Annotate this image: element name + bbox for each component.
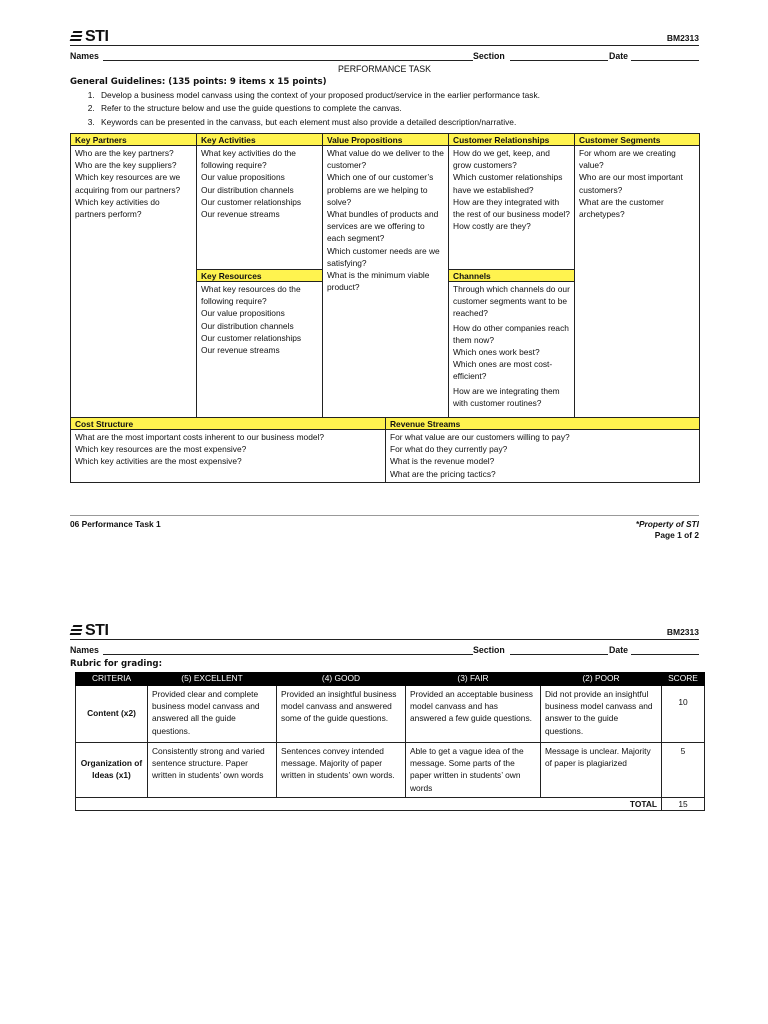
guide-question: Our value propositions	[201, 172, 285, 183]
value-propositions-heading: Value Propositions	[323, 134, 448, 146]
guide-question: Which key activities do partners perform?	[75, 196, 160, 219]
guide-question: How do other companies reach them now?	[453, 322, 569, 345]
guide-question: Our customer relationships	[201, 196, 302, 207]
guide-question: How are we integrating them with customer routines?	[453, 385, 560, 408]
good-cell: Sentences convey intended message. Majority of paper written in students’ own words.	[277, 743, 406, 798]
page-2	[70, 622, 699, 811]
names-row	[70, 642, 699, 656]
rubric-row	[76, 686, 705, 743]
channels-heading: Channels	[449, 270, 574, 282]
column-header-criteria: CRITERIA	[76, 673, 148, 686]
guide-question: Which key resources are we acquiring from our partners?	[75, 172, 181, 195]
date-label: Date	[609, 51, 629, 61]
names-row	[70, 48, 699, 62]
guideline-item: 3. Keywords can be presented in the canvass, but each element must also provide a detailed description/narrative.	[97, 117, 699, 130]
customer-relationships-cell	[449, 133, 575, 269]
section-label: Section	[473, 645, 505, 655]
guide-question: For whom are we creating value?	[579, 147, 676, 171]
rubric-row	[76, 743, 705, 798]
good-cell: Provided an insightful business model canvass and answered some of the guide questions.	[277, 686, 406, 743]
names-field[interactable]	[103, 654, 473, 655]
guide-question: Which ones work best?	[453, 346, 540, 357]
key-partners-heading: Key Partners	[71, 134, 196, 146]
sti-logo-icon	[70, 30, 84, 44]
rubric-header-row	[76, 673, 705, 686]
guide-question: Our revenue streams	[201, 208, 280, 219]
guide-question: What are the customer archetypes?	[579, 196, 664, 219]
guide-question: How costly are they?	[453, 221, 531, 232]
guide-question: Our distribution channels	[201, 320, 294, 331]
guide-question: Our customer relationships	[201, 332, 302, 343]
document-code: BM2313	[666, 627, 699, 637]
guide-question: Our value propositions	[201, 308, 285, 319]
customer-segments-heading: Customer Segments	[575, 134, 699, 146]
document-title: PERFORMANCE TASK	[337, 64, 432, 74]
page-header	[70, 622, 699, 640]
guide-question: For what value are our customers willing to pay?	[390, 431, 570, 442]
key-resources-cell	[197, 269, 323, 417]
section-label: Section	[473, 51, 505, 61]
guide-question: Which key activities are the most expensive?	[75, 456, 242, 467]
column-header-poor: (2) POOR	[541, 673, 662, 686]
page-1	[70, 28, 699, 545]
guide-question: What is the revenue model?	[390, 456, 495, 467]
score-cell: 10	[662, 686, 705, 743]
rubric-total-row	[76, 797, 705, 810]
footer-task-name: 06 Performance Task 1	[70, 518, 161, 529]
guidelines-title: General Guidelines: (135 points: 9 items x 15 points)	[70, 77, 327, 87]
score-cell: 5	[662, 743, 705, 798]
names-field[interactable]	[103, 60, 473, 61]
guide-question: Which customer relationships have we established?	[453, 172, 563, 195]
revenue-streams-heading: Revenue Streams	[386, 418, 699, 430]
total-label: TOTAL	[76, 797, 662, 810]
page-header	[70, 28, 699, 46]
column-header-fair: (3) FAIR	[406, 673, 541, 686]
date-field[interactable]	[631, 60, 699, 61]
column-header-good: (4) GOOD	[277, 673, 406, 686]
names-label: Names	[70, 51, 99, 61]
page-footer	[70, 515, 699, 545]
sti-logo: STI	[70, 28, 108, 46]
guide-question: Who are our most important customers?	[579, 172, 683, 195]
date-field[interactable]	[631, 654, 699, 655]
value-propositions-cell	[323, 133, 449, 417]
criteria-cell: Organization of Ideas (x1)	[76, 743, 148, 798]
cost-structure-cell	[71, 417, 386, 482]
section-field[interactable]	[510, 60, 608, 61]
total-value: 15	[662, 797, 705, 810]
cost-structure-heading: Cost Structure	[71, 418, 385, 430]
guide-question: What is the minimum viable product?	[327, 269, 430, 293]
key-resources-heading: Key Resources	[197, 270, 322, 282]
excellent-cell: Provided clear and complete business model canvass and answered all the guide questions.	[148, 686, 277, 743]
guide-question: Which customer needs are we satisfying?	[327, 245, 440, 268]
document-code: BM2313	[666, 33, 699, 43]
guidelines-list	[97, 90, 699, 130]
fair-cell: Provided an acceptable business model canvass and has answered a few guide questions.	[406, 686, 541, 743]
key-activities-cell	[197, 133, 323, 269]
guide-question: Our distribution channels	[201, 184, 294, 195]
guide-question: How do we get, keep, and grow customers?	[453, 147, 550, 171]
guide-question: What value do we deliver to the customer?	[327, 147, 444, 171]
guide-question: How are they integrated with the rest of our business model?	[453, 196, 570, 219]
guide-question: What are the most important costs inherent to our business model?	[75, 431, 325, 442]
rubric-title: Rubric for grading:	[70, 659, 163, 669]
section-field[interactable]	[510, 654, 608, 655]
guide-question: Which key resources are the most expensive?	[75, 444, 247, 455]
column-header-score: SCORE	[662, 673, 705, 686]
channels-cell	[449, 269, 575, 417]
criteria-cell: Content (x2)	[76, 686, 148, 743]
fair-cell: Able to get a vague idea of the message. Some parts of the paper written in students’ own words	[406, 743, 541, 798]
sti-logo: STI	[70, 622, 108, 640]
customer-relationships-heading: Customer Relationships	[449, 134, 574, 146]
key-partners-cell	[71, 133, 197, 417]
guide-question: What bundles of products and services are we offering to each segment?	[327, 208, 439, 244]
poor-cell: Message is unclear. Majority of paper is plagiarized	[541, 743, 662, 798]
revenue-streams-cell	[386, 417, 700, 482]
business-model-canvas	[70, 133, 700, 483]
guide-question: Who are the key partners?	[75, 147, 174, 158]
footer-property: *Property of STI	[635, 518, 699, 529]
names-label: Names	[70, 645, 99, 655]
sti-logo-icon	[70, 624, 84, 638]
guide-question: Which one of our customer’s problems are we helping to solve?	[327, 172, 434, 207]
guide-question: What key resources do the following require?	[201, 283, 301, 307]
guide-question: What are the pricing tactics?	[390, 468, 496, 479]
guide-question: What key activities do the following require?	[201, 147, 296, 171]
guide-question: Who are the key suppliers?	[75, 160, 177, 171]
column-header-excellent: (5) EXCELLENT	[148, 673, 277, 686]
guideline-item: 2. Refer to the structure below and use the guide questions to complete the canvas.	[97, 103, 699, 116]
excellent-cell: Consistently strong and varied sentence structure. Paper written in students’ own words	[148, 743, 277, 798]
guideline-item: 1. Develop a business model canvass using the context of your proposed product/service in the earlier performance task.	[97, 90, 699, 103]
guide-question: Through which channels do our customer segments want to be reached?	[453, 283, 570, 319]
guide-question: Which ones are most cost-efficient?	[453, 359, 553, 382]
guide-question: For what do they currently pay?	[390, 444, 508, 455]
key-activities-heading: Key Activities	[197, 134, 322, 146]
poor-cell: Did not provide an insightful business model canvass and answer to the guide questions.	[541, 686, 662, 743]
grading-rubric-table	[75, 672, 705, 811]
guide-question: Our revenue streams	[201, 344, 280, 355]
footer-page-number: Page 1 of 2	[654, 529, 699, 540]
customer-segments-cell	[575, 133, 700, 417]
date-label: Date	[609, 645, 629, 655]
